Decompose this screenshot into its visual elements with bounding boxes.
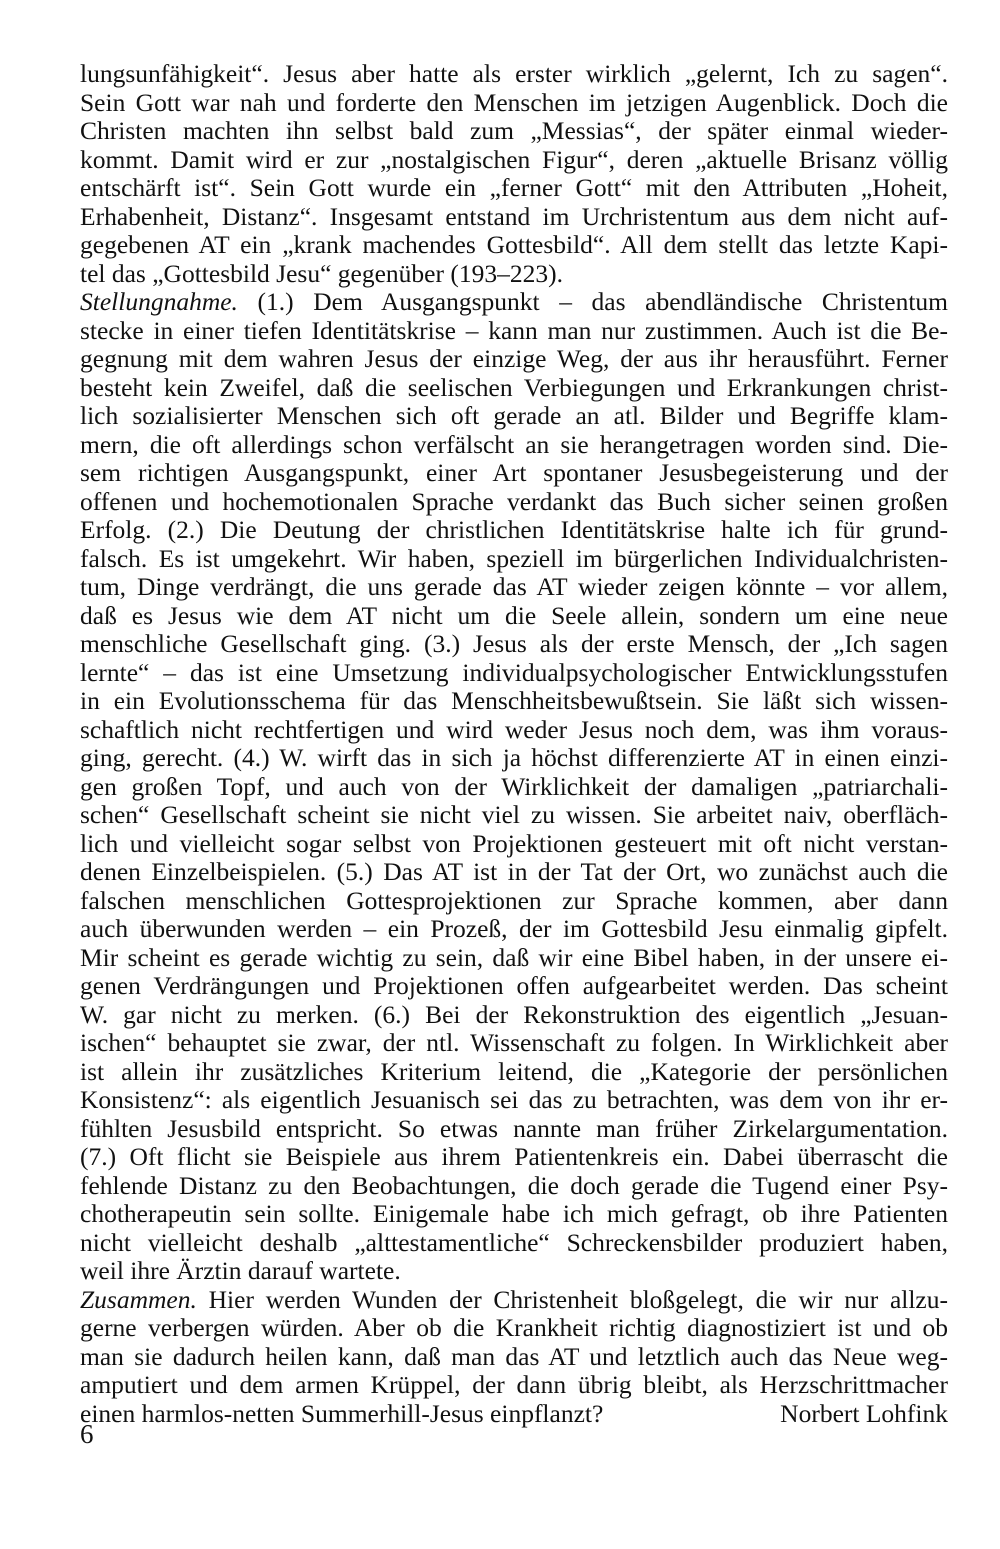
text-line: W. gar nicht zu merken. (6.) Bei der Rekonstruktion des eigentlich „Jesuan- [80,999,948,1029]
text-line: stecke in einer tiefen Identitätskrise – kann man nur zustimmen. Auch ist die Be- [80,315,948,345]
text-line: Erhabenheit, Distanz“. Insgesamt entstand im Urchristentum aus dem nicht auf- [80,201,948,231]
text-line: denen Einzelbeispielen. (5.) Das AT ist in der Tat der Ort, wo zunächst auch die [80,857,948,886]
text-line: kommt. Damit wird er zur „nostalgischen Figur“, deren „aktuelle Brisanz völlig [80,144,948,174]
text-line: Konsistenz“: als eigentlich Jesuanisch sei das zu betrachten, was dem von ihr er- [80,1085,948,1114]
text-line: auch überwunden werden – ein Prozeß, der im Gottesbild Jesu einmalig gipfelt. [80,914,948,943]
text-line: Sein Gott war nah und forderte den Menschen im jetzigen Augenblick. Doch die [80,87,948,117]
text-line: lich sozialisierter Menschen sich oft gerade an atl. Bilder und Begriffe klam- [80,401,948,430]
author-signature: Norbert Lohfink [780,1398,948,1428]
text-line: genen Verdrängungen und Projektionen offen aufgearbeitet werden. Das scheint [80,971,948,1000]
text-line: besteht kein Zweifel, daß die seelischen Verbiegungen und Erkrankungen christ- [80,372,948,402]
text-line: gegnung mit dem wahren Jesus der einzige Weg, der aus ihr herausführt. Ferner [80,344,948,373]
text-line: fühlten Jesusbild entspricht. So etwas nannte man früher Zirkelargumentation. [80,1113,948,1143]
text-line: entschärft ist“. Sein Gott wurde ein „ferner Gott“ mit den Attributen „Hoheit, [80,173,948,202]
text-line: falschen menschlichen Gottesprojektionen zur Sprache kommen, aber dann [80,885,948,915]
text-line: schen“ Gesellschaft scheint sie nicht viel zu wissen. Sie arbeitet naiv, oberfläch- [80,800,948,829]
text-line: (7.) Oft flicht sie Beispiele aus ihrem Patientenkreis ein. Dabei überrascht die [80,1142,948,1171]
text-line: chotherapeutin sein sollte. Einigemale habe ich mich gefragt, ob ihre Patienten [80,1199,948,1228]
text-line: menschliche Gesellschaft ging. (3.) Jesus als der erste Mensch, der „Ich sagen [80,629,948,658]
final-line-text: einen harmlos-netten Summerhill-Jesus einpflanzt? [80,1398,604,1428]
paragraph-lead: Zusammen. [80,1284,197,1314]
text-line: lernte“ – das ist eine Umsetzung individualpsychologischer Entwicklungsstufen [80,657,948,687]
text-line: schaftlich nicht rechtfertigen und wird weder Jesus noch dem, was ihm voraus- [80,714,948,744]
text-line: ist allein ihr zusätzliches Kriterium leitend, die „Kategorie der persönlichen [80,1056,948,1086]
text-line: sem richtigen Ausgangspunkt, einer Art spontaner Jesusbegeisterung und der [80,458,948,487]
text-line: Christen machten ihn selbst bald zum „Messias“, der später einmal wieder- [80,116,948,145]
body-text [80,60,948,1428]
text-line: lungsunfähigkeit“. Jesus aber hatte als erster wirklich „gelernt, Ich zu sagen“. [80,59,948,88]
text-line [80,1286,948,1315]
text-line-content: Hier werden Wunden der Christenheit bloßgelegt, die wir nur allzu- [196,1284,948,1314]
text-line: ging, gerecht. (4.) W. wirft das in sich ja höchst differenzierte AT in einen einzi- [80,743,948,772]
text-line: fehlende Distanz zu den Beobachtungen, die doch gerade die Tugend einer Psy- [80,1170,948,1200]
text-line: daß es Jesus wie dem AT nicht um die Seele allein, sondern um eine neue [80,600,948,630]
text-line: gen großen Topf, und auch von der Wirklichkeit der damaligen „patriarchali- [80,771,948,801]
text-line: weil ihre Ärztin darauf wartete. [80,1256,401,1285]
final-line [80,1400,948,1429]
text-line: mern, die oft allerdings schon verfälscht an sie herangetragen worden sind. Die- [80,429,948,459]
text-line: lich und vielleicht sogar selbst von Projektionen gesteuert mit oft nicht verstan- [80,828,948,858]
text-line: Mir scheint es gerade wichtig zu sein, daß wir eine Bibel haben, in der unsere ei- [80,942,948,972]
text-line: in ein Evolutionsschema für das Menschheitsbewußtsein. Sie läßt sich wissen- [80,686,948,715]
page-number: 6 [80,1419,94,1449]
text-line: gerne verbergen würden. Aber ob die Krankheit richtig diagnostiziert ist und ob [80,1313,948,1342]
text-line-content: (1.) Dem Ausgangspunkt – das abendländische Christentum [237,287,948,316]
text-line: ischen“ behauptet sie zwar, der ntl. Wissenschaft zu folgen. In Wirklichkeit aber [80,1028,948,1057]
text-line: offenen und hochemotionalen Sprache verdankt das Buch sicher seinen großen [80,486,948,516]
text-line: man sie dadurch heilen kann, daß man das AT und letztlich auch das Neue weg- [80,1341,948,1371]
text-line: tum, Dinge verdrängt, die uns gerade das AT wieder zeigen könnte – vor allem, [80,572,948,601]
text-line: tel das „Gottesbild Jesu“ gegenüber (193–223). [80,258,563,288]
text-line: gegebenen AT ein „krank machendes Gottesbild“. All dem stellt das letzte Kapi- [80,230,948,259]
paragraph-lead: Stellungnahme. [80,287,238,316]
text-line: amputiert und dem armen Krüppel, der dann übrig bleibt, als Herzschrittmacher [80,1370,948,1399]
text-line [80,288,948,317]
text-line: Erfolg. (2.) Die Deutung der christlichen Identitätskrise halte ich für grund- [80,515,948,544]
text-line: nicht vielleicht deshalb „alttestamentliche“ Schreckensbilder produziert haben, [80,1227,948,1257]
text-line: falsch. Es ist umgekehrt. Wir haben, speziell im bürgerlichen Individualchristen- [80,543,948,573]
